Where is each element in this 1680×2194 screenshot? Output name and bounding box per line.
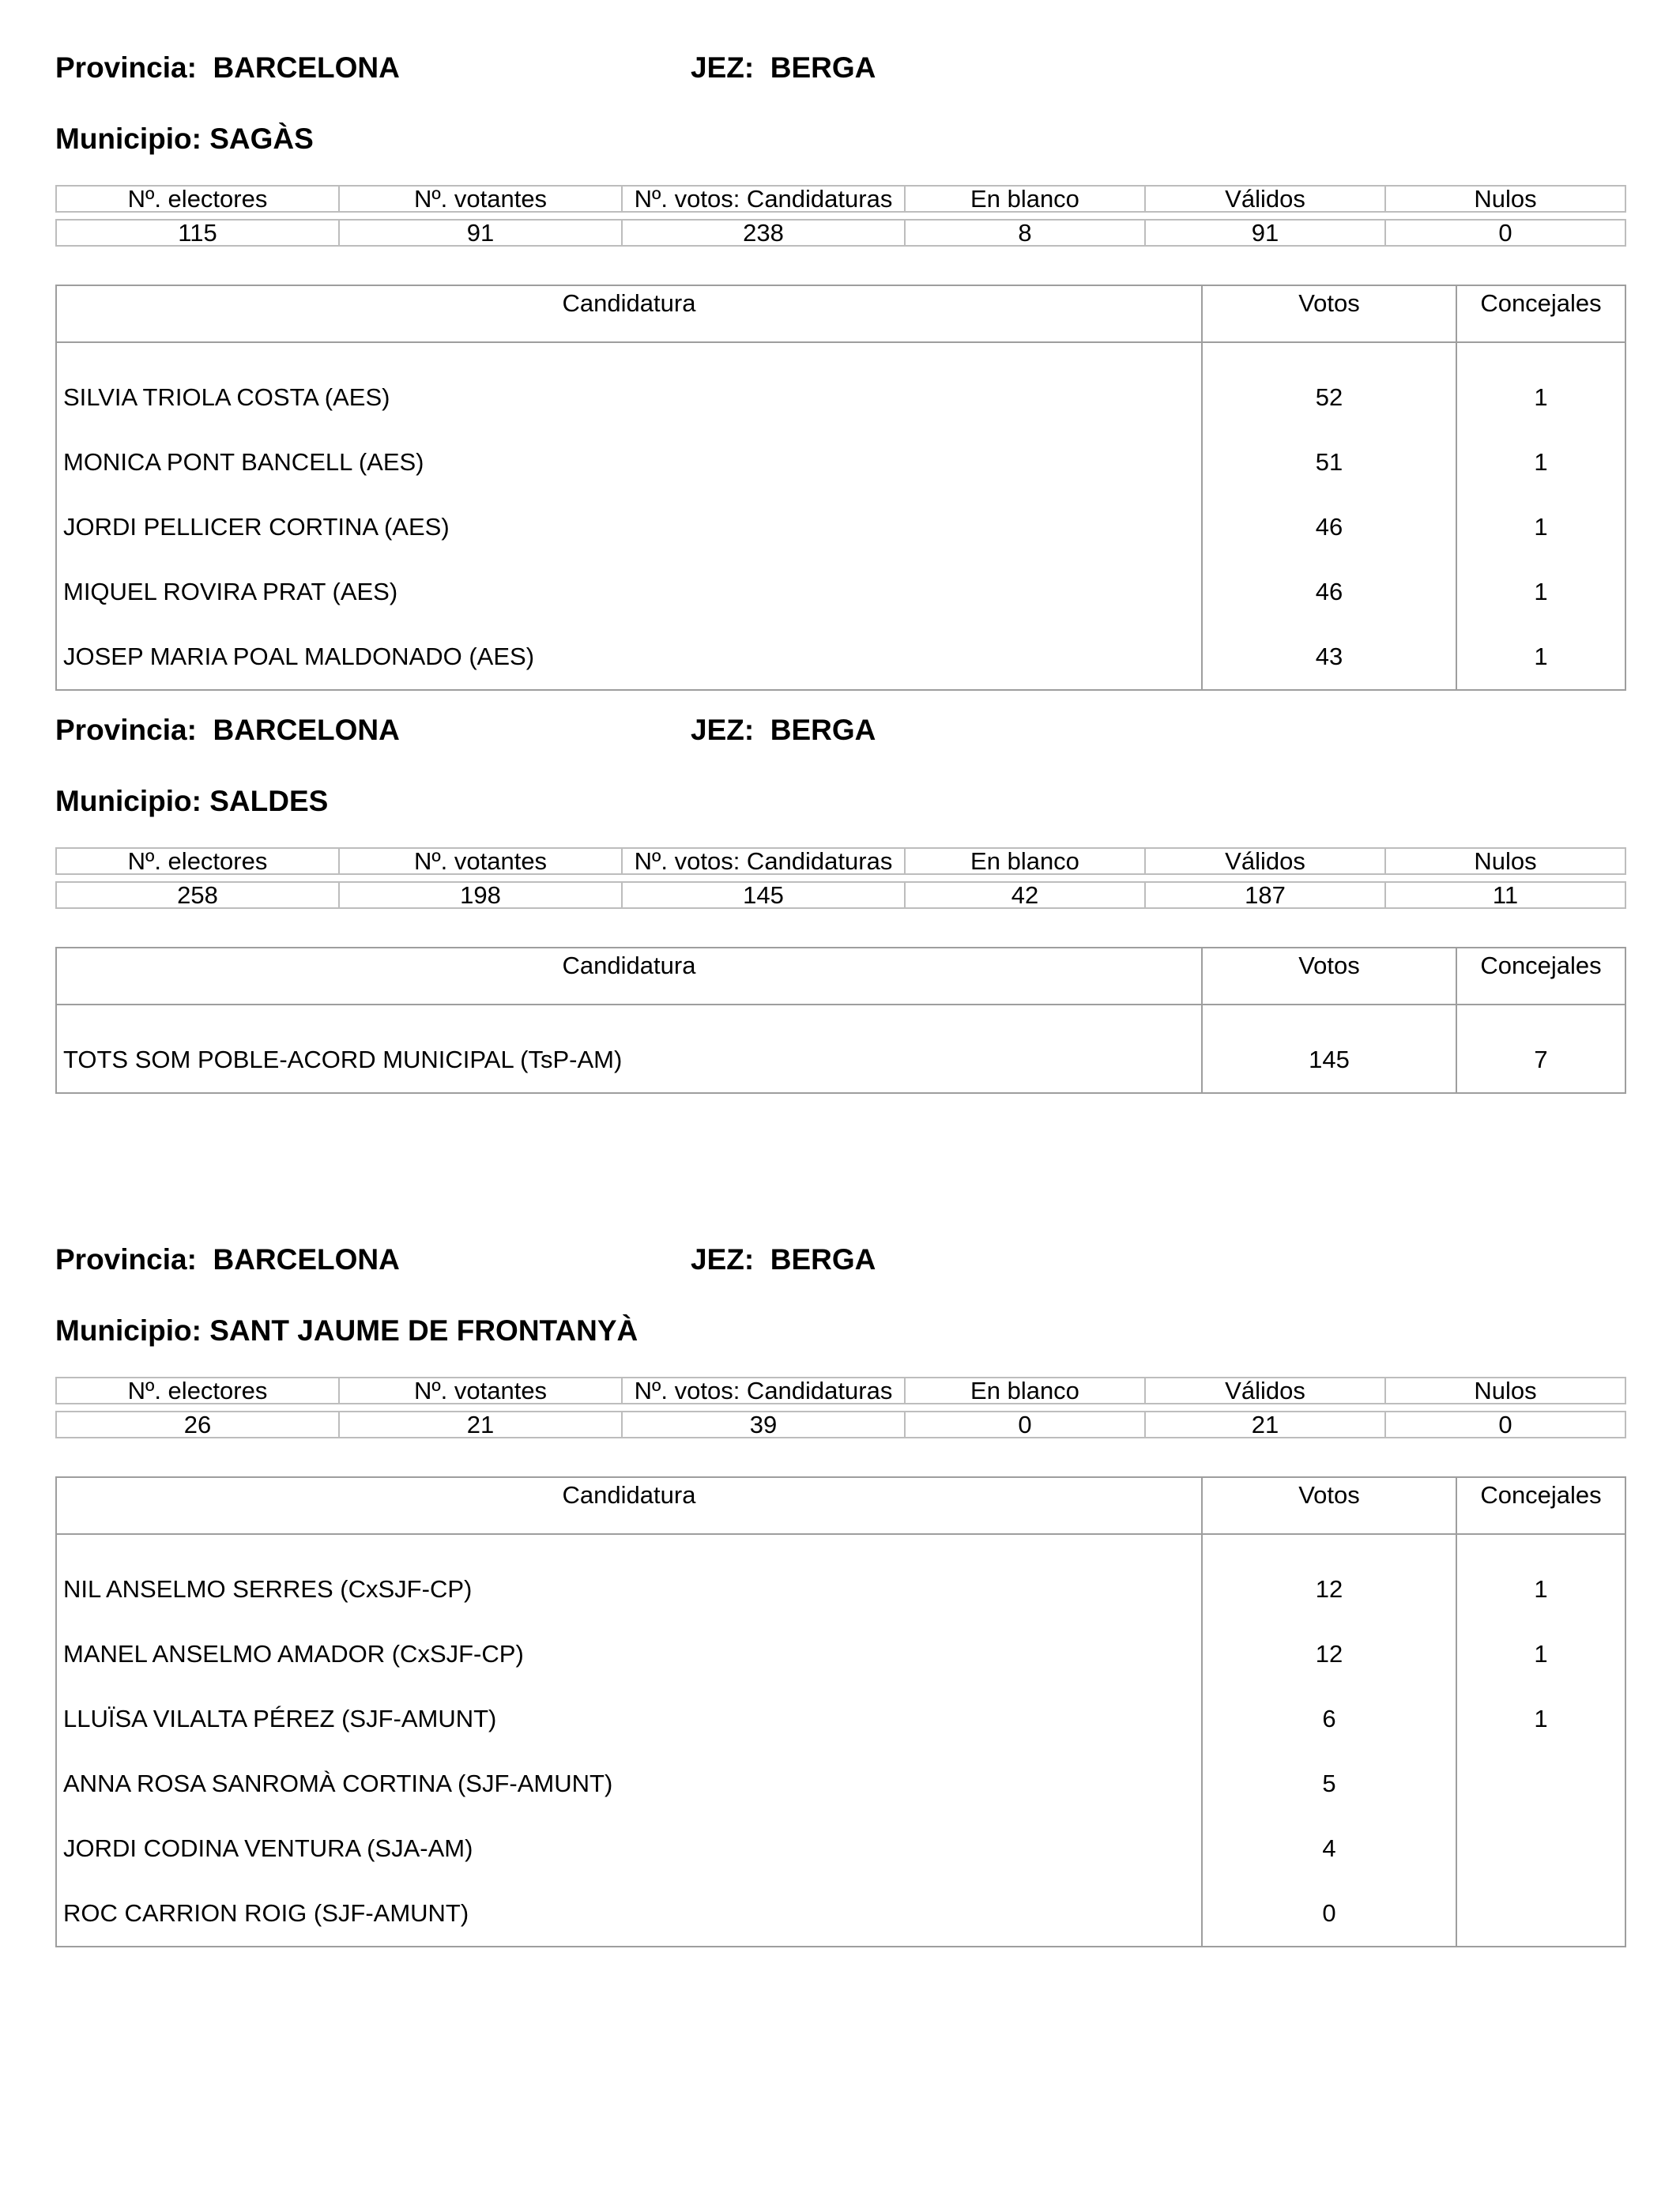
municipio-line — [55, 120, 314, 158]
candidatura-row — [56, 1534, 1625, 1622]
candidate-concejales — [1456, 1816, 1625, 1881]
provincia-label: Provincia: — [55, 714, 197, 746]
summary-value-cell: 91 — [1145, 220, 1385, 246]
summary-value-cell: 11 — [1385, 882, 1625, 908]
summary-header-cell: Nº. votantes — [339, 1378, 622, 1404]
summary-header-cell: Nulos — [1385, 186, 1625, 212]
summary-value-cell: 26 — [56, 1412, 339, 1438]
jez-line — [691, 49, 876, 87]
gap-cell — [622, 212, 905, 220]
gap-cell — [1385, 212, 1625, 220]
candidate-concejales — [1456, 1881, 1625, 1947]
candidatura-header-cell: Candidatura — [56, 285, 1202, 342]
provincia-line — [55, 49, 400, 87]
candidate-name: NIL ANSELMO SERRES (CxSJF-CP) — [56, 1534, 1202, 1622]
provincia-value: BARCELONA — [213, 1243, 400, 1276]
summary-header-cell: En blanco — [905, 186, 1145, 212]
summary-header-cell: Válidos — [1145, 848, 1385, 874]
candidatura-row — [56, 495, 1625, 560]
candidate-concejales: 1 — [1456, 1687, 1625, 1751]
municipio-section — [55, 49, 1625, 670]
summary-value-cell: 21 — [339, 1412, 622, 1438]
provincia-label: Provincia: — [55, 1243, 197, 1276]
candidate-name: TOTS SOM POBLE-ACORD MUNICIPAL (TsP-AM) — [56, 1005, 1202, 1093]
gap-cell — [622, 1404, 905, 1412]
summary-table — [55, 185, 1626, 247]
candidatura-header-row — [56, 1477, 1625, 1534]
summary-value-cell: 0 — [1385, 1412, 1625, 1438]
gap-cell — [905, 1404, 1145, 1412]
candidate-concejales: 1 — [1456, 342, 1625, 430]
gap-cell — [339, 212, 622, 220]
header-line — [55, 1241, 1625, 1279]
candidate-votos: 6 — [1202, 1687, 1456, 1751]
provincia-label: Provincia: — [55, 51, 197, 84]
candidate-votos: 43 — [1202, 624, 1456, 690]
jez-value: BERGA — [770, 714, 876, 746]
candidatura-row — [56, 560, 1625, 624]
candidatura-row — [56, 1881, 1625, 1947]
summary-header-cell: Nulos — [1385, 1378, 1625, 1404]
summary-header-row — [56, 1378, 1625, 1404]
candidate-name: MANEL ANSELMO AMADOR (CxSJF-CP) — [56, 1622, 1202, 1687]
candidatura-header-row — [56, 948, 1625, 1005]
summary-header-cell: Válidos — [1145, 186, 1385, 212]
candidate-votos: 52 — [1202, 342, 1456, 430]
candidatura-row — [56, 1687, 1625, 1751]
summary-value-cell: 91 — [339, 220, 622, 246]
summary-header-cell: Nº. votos: Candidaturas — [622, 186, 905, 212]
candidate-votos: 4 — [1202, 1816, 1456, 1881]
summary-value-cell: 21 — [1145, 1412, 1385, 1438]
summary-value-row — [56, 220, 1625, 246]
jez-value: BERGA — [770, 51, 876, 84]
candidatura-row — [56, 342, 1625, 430]
summary-table — [55, 1377, 1626, 1438]
summary-value-cell: 115 — [56, 220, 339, 246]
candidatura-row — [56, 1622, 1625, 1687]
provincia-value: BARCELONA — [213, 51, 400, 84]
summary-header-cell: Nulos — [1385, 848, 1625, 874]
candidate-votos: 12 — [1202, 1534, 1456, 1622]
gap-cell — [56, 874, 339, 882]
summary-gap — [56, 212, 1625, 220]
municipio-label: Municipio: — [55, 123, 202, 155]
summary-value-cell: 238 — [622, 220, 905, 246]
candidate-votos: 145 — [1202, 1005, 1456, 1093]
summary-header-cell: Nº. electores — [56, 186, 339, 212]
summary-header-cell: Nº. votantes — [339, 848, 622, 874]
summary-header-cell: Nº. votantes — [339, 186, 622, 212]
gap-cell — [56, 1404, 339, 1412]
summary-value-row — [56, 882, 1625, 908]
candidate-concejales: 1 — [1456, 1534, 1625, 1622]
candidate-name: LLUÏSA VILALTA PÉREZ (SJF-AMUNT) — [56, 1687, 1202, 1751]
candidate-votos: 0 — [1202, 1881, 1456, 1947]
summary-value-cell: 0 — [1385, 220, 1625, 246]
summary-value-cell: 187 — [1145, 882, 1385, 908]
municipio-section — [55, 1241, 1625, 1927]
summary-header-row — [56, 186, 1625, 212]
jez-line — [691, 711, 876, 749]
candidate-concejales: 1 — [1456, 495, 1625, 560]
candidate-votos: 5 — [1202, 1751, 1456, 1816]
candidatura-header-cell: Votos — [1202, 285, 1456, 342]
summary-gap — [56, 1404, 1625, 1412]
candidatura-header-cell: Votos — [1202, 948, 1456, 1005]
summary-header-row — [56, 848, 1625, 874]
gap-cell — [1385, 1404, 1625, 1412]
summary-header-cell: Válidos — [1145, 1378, 1385, 1404]
gap-cell — [56, 212, 339, 220]
provincia-line — [55, 711, 400, 749]
candidate-concejales — [1456, 1751, 1625, 1816]
summary-value-cell: 42 — [905, 882, 1145, 908]
municipio-line — [55, 1312, 638, 1350]
candidatura-header-cell: Votos — [1202, 1477, 1456, 1534]
jez-line — [691, 1241, 876, 1279]
gap-cell — [1145, 212, 1385, 220]
summary-value-cell: 145 — [622, 882, 905, 908]
candidate-name: MIQUEL ROVIRA PRAT (AES) — [56, 560, 1202, 624]
candidate-concejales: 1 — [1456, 430, 1625, 495]
summary-value-cell: 0 — [905, 1412, 1145, 1438]
candidatura-table — [55, 1476, 1626, 1947]
header-line — [55, 49, 1625, 87]
candidatura-row — [56, 1816, 1625, 1881]
summary-header-cell: Nº. electores — [56, 1378, 339, 1404]
provincia-line — [55, 1241, 400, 1279]
candidate-name: JORDI PELLICER CORTINA (AES) — [56, 495, 1202, 560]
jez-value: BERGA — [770, 1243, 876, 1276]
municipio-label: Municipio: — [55, 785, 202, 817]
candidatura-header-cell: Concejales — [1456, 285, 1625, 342]
candidate-concejales: 7 — [1456, 1005, 1625, 1093]
candidate-concejales: 1 — [1456, 624, 1625, 690]
candidatura-header-cell: Concejales — [1456, 948, 1625, 1005]
candidate-name: JOSEP MARIA POAL MALDONADO (AES) — [56, 624, 1202, 690]
gap-cell — [905, 874, 1145, 882]
candidate-votos: 46 — [1202, 495, 1456, 560]
candidate-name: SILVIA TRIOLA COSTA (AES) — [56, 342, 1202, 430]
gap-cell — [339, 874, 622, 882]
summary-header-cell: Nº. votos: Candidaturas — [622, 1378, 905, 1404]
candidate-name: ANNA ROSA SANROMÀ CORTINA (SJF-AMUNT) — [56, 1751, 1202, 1816]
municipio-line — [55, 782, 328, 820]
summary-gap — [56, 874, 1625, 882]
jez-label: JEZ: — [691, 714, 755, 746]
jez-label: JEZ: — [691, 1243, 755, 1276]
candidatura-table — [55, 285, 1626, 691]
municipio-value: SAGÀS — [209, 123, 314, 155]
summary-value-cell: 8 — [905, 220, 1145, 246]
summary-header-cell: En blanco — [905, 848, 1145, 874]
gap-cell — [905, 212, 1145, 220]
summary-header-cell: En blanco — [905, 1378, 1145, 1404]
candidate-name: JORDI CODINA VENTURA (SJA-AM) — [56, 1816, 1202, 1881]
candidatura-row — [56, 430, 1625, 495]
candidatura-header-cell: Concejales — [1456, 1477, 1625, 1534]
candidate-votos: 12 — [1202, 1622, 1456, 1687]
municipio-label: Municipio: — [55, 1314, 202, 1347]
candidate-votos: 46 — [1202, 560, 1456, 624]
header-line — [55, 711, 1625, 749]
summary-value-cell: 198 — [339, 882, 622, 908]
candidate-concejales: 1 — [1456, 560, 1625, 624]
candidate-name: ROC CARRION ROIG (SJF-AMUNT) — [56, 1881, 1202, 1947]
candidatura-row — [56, 624, 1625, 690]
summary-header-cell: Nº. votos: Candidaturas — [622, 848, 905, 874]
gap-cell — [1145, 1404, 1385, 1412]
candidatura-header-cell: Candidatura — [56, 1477, 1202, 1534]
jez-label: JEZ: — [691, 51, 755, 84]
candidatura-header-cell: Candidatura — [56, 948, 1202, 1005]
candidatura-header-row — [56, 285, 1625, 342]
summary-header-cell: Nº. electores — [56, 848, 339, 874]
summary-value-row — [56, 1412, 1625, 1438]
summary-table — [55, 847, 1626, 909]
candidate-name: MONICA PONT BANCELL (AES) — [56, 430, 1202, 495]
candidatura-row — [56, 1005, 1625, 1093]
candidate-votos: 51 — [1202, 430, 1456, 495]
candidatura-table — [55, 947, 1626, 1094]
gap-cell — [1145, 874, 1385, 882]
gap-cell — [1385, 874, 1625, 882]
provincia-value: BARCELONA — [213, 714, 400, 746]
candidate-concejales: 1 — [1456, 1622, 1625, 1687]
summary-value-cell: 258 — [56, 882, 339, 908]
gap-cell — [339, 1404, 622, 1412]
summary-value-cell: 39 — [622, 1412, 905, 1438]
municipio-section — [55, 711, 1625, 1073]
candidatura-row — [56, 1751, 1625, 1816]
gap-cell — [622, 874, 905, 882]
municipio-value: SANT JAUME DE FRONTANYÀ — [209, 1314, 638, 1347]
municipio-value: SALDES — [209, 785, 329, 817]
